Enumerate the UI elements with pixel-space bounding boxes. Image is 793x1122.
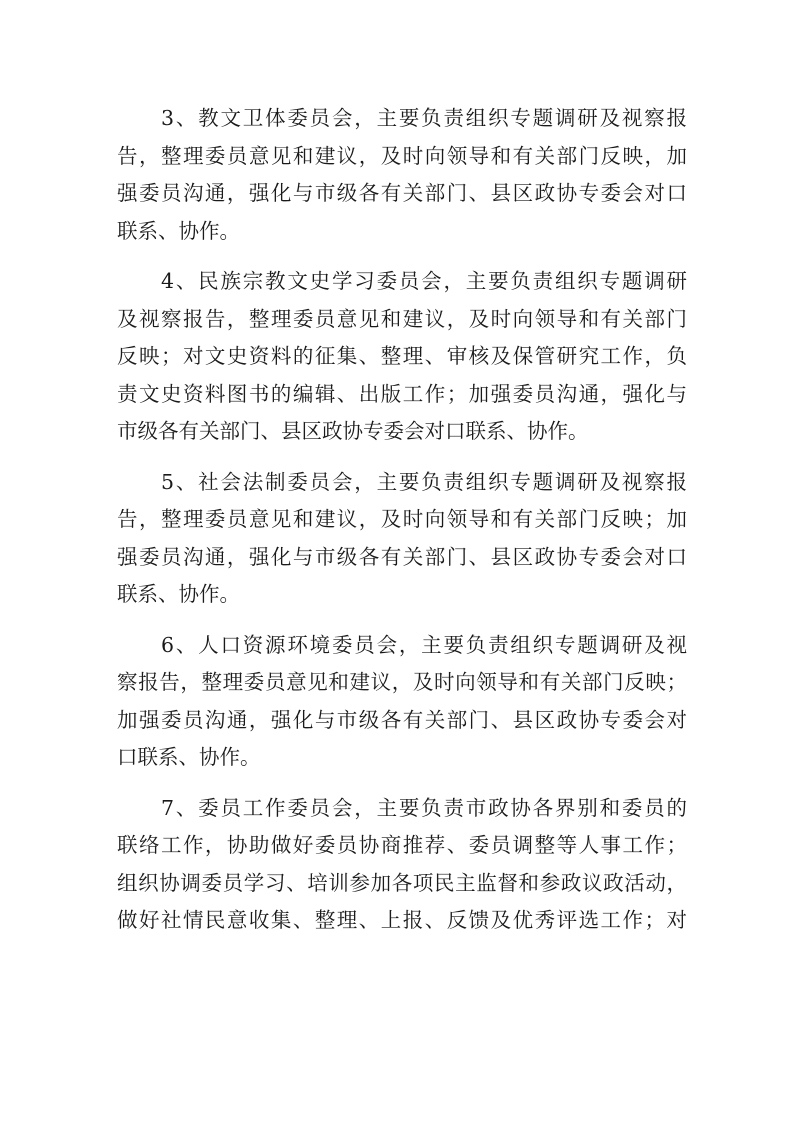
paragraph-item-3 — [117, 100, 687, 250]
document-body — [117, 100, 687, 953]
paragraph-line: 加强委员沟通，强化与市级各有关部门、县区政协专委会对 — [117, 707, 687, 732]
paragraph-line: 察报告，整理委员意见和建议，及时向领导和有关部门反映； — [117, 670, 687, 694]
paragraph-line: 做好社情民意收集、整理、上报、反馈及优秀评选工作；对 — [117, 908, 687, 932]
paragraph-line: 7、委员工作委员会，主要负责市政协各界别和委员的 — [161, 795, 687, 820]
paragraph-line: 及视察报告，整理委员意见和建议，及时向领导和有关部门 — [117, 306, 687, 331]
paragraph-item-7 — [117, 790, 687, 940]
paragraph-line: 告，整理委员意见和建议，及时向领导和有关部门反映，加 — [117, 143, 687, 168]
paragraph-line: 强委员沟通，强化与市级各有关部门、县区政协专委会对口 — [117, 181, 687, 205]
paragraph-item-6 — [117, 627, 687, 777]
paragraph-line: 联络工作，协助做好委员协商推荐、委员调整等人事工作； — [117, 833, 687, 857]
paragraph-line: 市级各有关部门、县区政协专委会对口联系、协作。 — [117, 419, 589, 443]
paragraph-line: 组织协调委员学习、培训参加各项民主监督和参政议政活动， — [117, 870, 687, 895]
paragraph-line: 反映；对文史资料的征集、整理、审核及保管研究工作，负 — [117, 344, 687, 368]
paragraph-line: 联系、协作。 — [117, 582, 240, 606]
paragraph-line: 口联系、协作。 — [117, 745, 261, 769]
paragraph-line: 6、人口资源环境委员会，主要负责组织专题调研及视 — [161, 632, 687, 657]
paragraph-line: 5、社会法制委员会，主要负责组织专题调研及视察报 — [161, 469, 687, 494]
paragraph-item-4 — [117, 263, 687, 451]
paragraph-line: 责文史资料图书的编辑、出版工作；加强委员沟通，强化与 — [117, 381, 687, 406]
paragraph-line: 4、民族宗教文史学习委员会，主要负责组织专题调研 — [161, 269, 687, 293]
paragraph-line: 3、教文卫体委员会，主要负责组织专题调研及视察报 — [161, 106, 687, 130]
paragraph-line: 告，整理委员意见和建议，及时向领导和有关部门反映；加 — [117, 507, 687, 531]
paragraph-line: 联系、协作。 — [117, 218, 240, 243]
paragraph-item-5 — [117, 464, 687, 614]
paragraph-line: 强委员沟通，强化与市级各有关部门、县区政协专委会对口 — [117, 544, 687, 569]
